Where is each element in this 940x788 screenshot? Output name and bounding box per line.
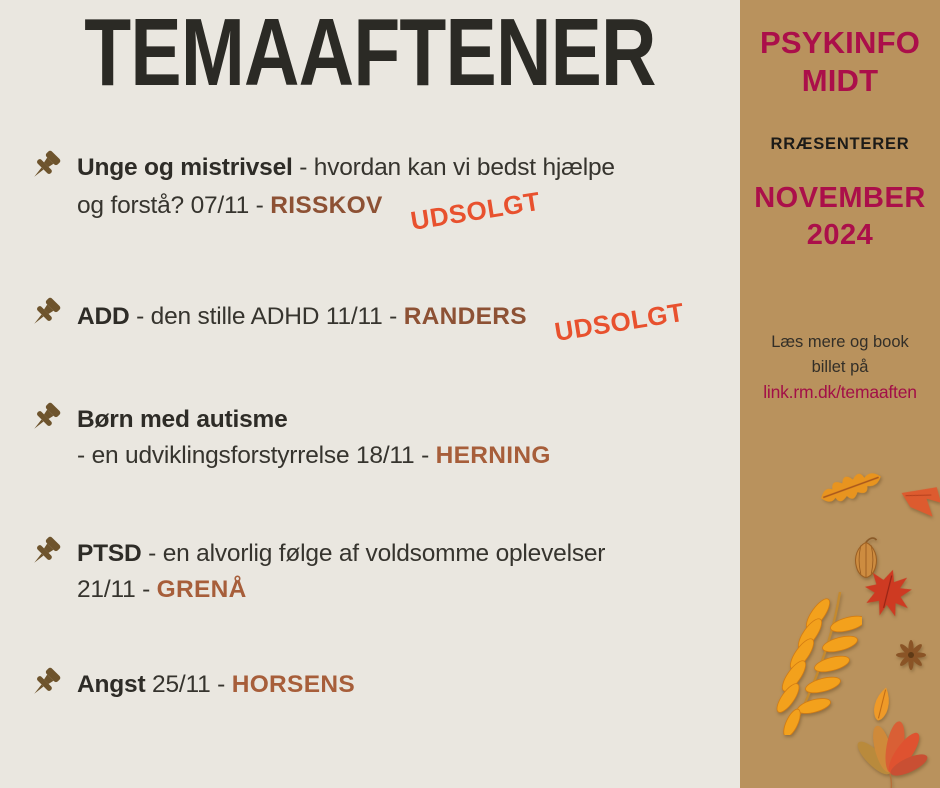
- event-title: PTSD: [77, 540, 142, 567]
- event-item-2: [26, 296, 726, 347]
- month-label: NOVEMBER 2024: [754, 182, 926, 251]
- oak-leaf-icon: [814, 459, 890, 514]
- pushpin-icon: [26, 294, 64, 332]
- event-item-1: [26, 150, 726, 236]
- event-description: - hvordan kan vi bedst hjælpe: [292, 154, 615, 181]
- event-text: [77, 667, 355, 703]
- event-description: - den stille ADHD 11/11 -: [129, 303, 404, 330]
- event-line-1: [77, 667, 355, 703]
- event-item-3: [26, 402, 726, 474]
- event-date: 21/11 -: [77, 576, 157, 603]
- event-text: [77, 536, 605, 608]
- event-city: GRENÅ: [156, 576, 247, 603]
- pushpin-icon: [26, 399, 64, 437]
- booking-info: Læs mere og book billet på: [771, 333, 909, 376]
- brand-name: PSYKINFO MIDT: [759, 25, 921, 98]
- event-item-4: [26, 536, 726, 608]
- event-city: RISSKOV: [270, 192, 383, 219]
- creeper-leaf-icon: [832, 712, 940, 788]
- maple-leaf-icon: [857, 563, 918, 623]
- booking-link: link.rm.dk/temaaften: [763, 382, 917, 402]
- event-line-1: [77, 536, 605, 572]
- torn-leaf-icon: [890, 479, 940, 521]
- event-description: - en alvorlig følge af voldsomme oplevelser: [141, 540, 606, 567]
- sidebar: [740, 0, 940, 788]
- soldout-badge: UDSOLGT: [408, 185, 542, 236]
- event-title: Angst: [77, 671, 146, 698]
- pushpin-icon: [26, 533, 64, 571]
- event-title: Unge og mistrivsel: [77, 154, 293, 181]
- event-date: og forstå? 07/11 -: [77, 192, 271, 219]
- event-line-2: [77, 438, 551, 474]
- pushpin-icon: [26, 147, 64, 185]
- soldout-badge: UDSOLGT: [552, 296, 687, 347]
- event-description: - en udviklingsforstyrrelse 18/11 -: [77, 442, 436, 469]
- event-date: 25/11 -: [145, 671, 232, 698]
- event-title: Børn med autisme: [77, 406, 288, 433]
- event-line-1: [77, 402, 551, 438]
- event-city: RANDERS: [403, 303, 527, 330]
- event-line-1: [77, 296, 687, 347]
- presents-label: RRÆSENTERER: [770, 135, 910, 153]
- event-city: HORSENS: [231, 671, 355, 698]
- event-title: ADD: [77, 303, 130, 330]
- pushpin-icon: [26, 664, 64, 702]
- star-anise-icon: [896, 640, 926, 670]
- event-text: [77, 296, 687, 347]
- event-line-1: [77, 150, 615, 186]
- event-text: [77, 402, 551, 474]
- event-item-5: [26, 667, 726, 703]
- event-text: [77, 150, 615, 236]
- event-line-2: [77, 185, 615, 236]
- poster-title: TEMAAFTENER: [84, 0, 656, 106]
- event-city: HERNING: [435, 442, 551, 469]
- event-line-2: [77, 572, 605, 608]
